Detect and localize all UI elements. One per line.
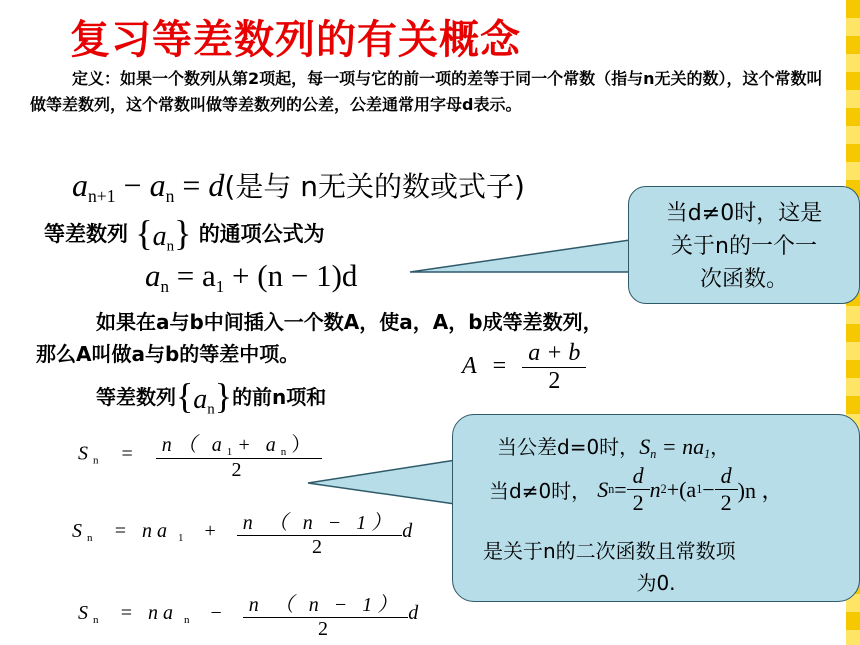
callout2-line4: 为0. xyxy=(636,571,676,595)
callout2-pointer xyxy=(308,460,462,505)
callout1-line: 当d≠0时，这是 xyxy=(665,201,823,226)
callout1-pointer xyxy=(410,240,630,272)
eq-term: d xyxy=(208,167,225,203)
eq-term: a xyxy=(72,167,88,203)
callout2-line1: 当公差d=0时，$S_n = na_1$， xyxy=(497,434,731,462)
eq-op: = xyxy=(182,167,201,203)
label-text: 的通项公式为 xyxy=(198,222,325,246)
page-title: 复习等差数列的有关概念 xyxy=(70,17,521,63)
sum-label xyxy=(96,375,326,418)
label-text: 等差数列 xyxy=(44,222,128,246)
callout-linear-function xyxy=(628,186,860,304)
callout-quadratic-function xyxy=(452,414,860,602)
eq-term: a xyxy=(149,167,166,203)
sum-formula-1: $S_n$ = $\frac{n( a_1+ a_n)}{2}$ xyxy=(78,428,322,482)
general-term-formula: $a_n = a_1 + (n - 1)d$ xyxy=(145,258,358,296)
label-text: 的前n项和 xyxy=(232,385,327,409)
sequence-symbol: $\{a_n\}$ xyxy=(176,376,233,418)
arithmetic-mean-formula: A = $\frac{a + b}{2}$ xyxy=(462,340,586,395)
callout1-line: 关于n的一个一 xyxy=(671,234,817,259)
sequence-symbol: $\{a_n\}$ xyxy=(135,213,192,255)
callout1-line: 次函数。 xyxy=(699,267,788,292)
eq-sub: n xyxy=(165,186,175,207)
eq-op: − xyxy=(123,167,142,203)
sum-formula-2: $S_n$ = na $_1$ + $\frac{n ( n - 1)}{2}$ d xyxy=(72,506,417,559)
eq-note: (是与 n无关的数或式子) xyxy=(224,170,525,203)
callout2-line2: 当d≠0时， S n = $\frac{d}{2}$ n 2 +(a 1 − $\frac{d}{2}$ )n ， xyxy=(489,463,784,515)
sum-formula-3: $S_n$ = na $_n$ − $\frac{n ( n - 1)}{2}$ d xyxy=(78,588,423,641)
eq-sub: n+1 xyxy=(88,186,116,207)
arithmetic-mean-text xyxy=(36,306,816,370)
callout2-line3: 是关于n的二次函数且常数项 xyxy=(483,539,736,563)
para-line: 如果在a与b中间插入一个数A，使a，A，b成等差数列， xyxy=(96,310,603,334)
definition-body: 如果一个数列从第2项起，每一项与它的前一项的差等于同一个常数（指与n无关的数），这个常数叫做等差数列，这个常数叫做等差数列的公差，公差通常用字母d表示。 xyxy=(30,69,823,114)
definition-lead: 定义： xyxy=(72,69,121,88)
label-text: 等差数列 xyxy=(96,385,176,409)
para-line: 那么A叫做a与b的等差中项。 xyxy=(36,342,300,366)
